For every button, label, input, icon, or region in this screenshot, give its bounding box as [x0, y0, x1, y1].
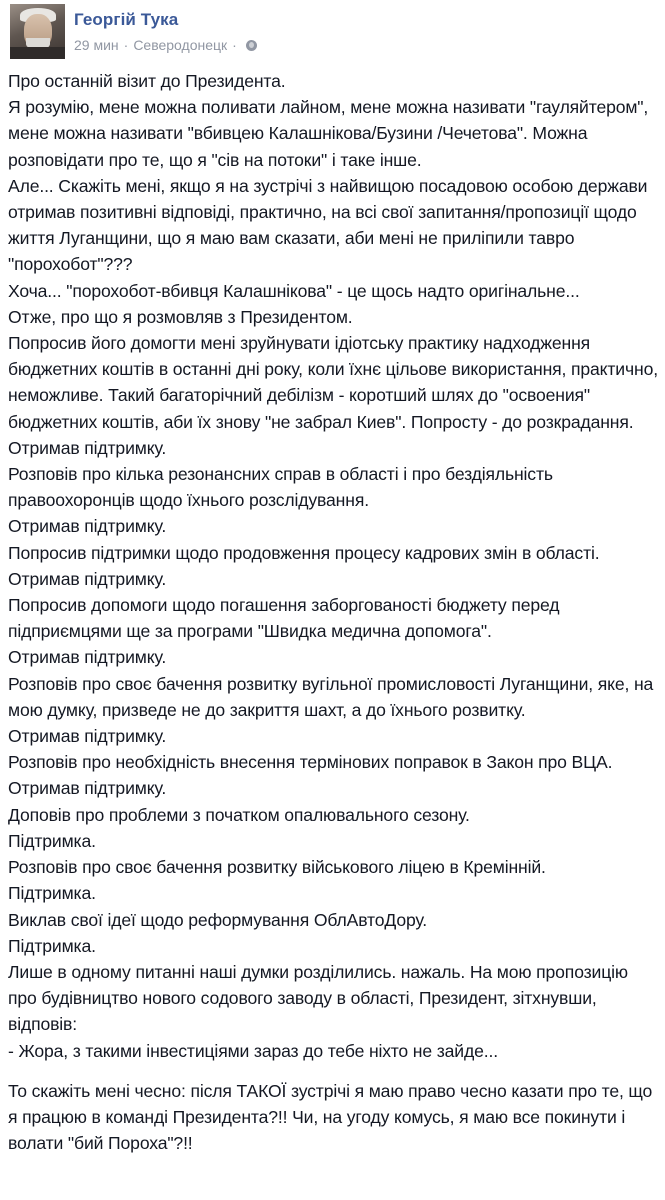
post-paragraph: Отримав підтримку.: [8, 726, 167, 747]
post-timestamp[interactable]: 29 мин: [74, 37, 119, 53]
globe-icon[interactable]: [246, 40, 257, 51]
post-paragraph: Отримав підтримку.: [8, 778, 167, 799]
post-paragraph: Отже, про що я розмовляв з Президентом.: [8, 306, 353, 327]
post-paragraph: Але... Скажіть мені, якщо я на зустрічі з найвищою посадовою особою держави отримав позитивні відповіді, практично, на всі свої запитання/пропозиції щодо життя Луганщини, що я маю вам сказати, аби мені не приліпили тавро "порохобот"???: [8, 175, 648, 275]
meta-separator: ·: [232, 37, 237, 53]
post-paragraph: Хоча... "порохобот-вбивця Калашнікова" - це щось надто оригінальне...: [8, 280, 580, 301]
post-paragraph: Виклав свої ідеї щодо реформування ОблАвтоДору.: [8, 909, 428, 930]
post-paragraph: Розповів про своє бачення розвитку вугільної промисловості Луганщини, яке, на мою думку, призведе не до закриття шахт, а до їхнього розвитку.: [8, 673, 654, 720]
post-paragraph: Попросив допомоги щодо погашення заборгованості бюджету перед підприємцями ще за програми "Швидка медична допомога".: [8, 595, 560, 642]
post-paragraph: Попросив його домогти мені зруйнувати ідіотську практику надходження бюджетних коштів в останні дні року, коли їхнє цільове використання, практично, неможливе. Такий багаторічний дебілізм - коротший шлях до "освоения" бюджетних коштів, аби їх знову "не забрал Киев". Попросту - до розкрадання.: [8, 333, 658, 432]
post-body: [8, 68, 660, 1156]
post-location[interactable]: Северодонецк: [133, 37, 228, 53]
author-avatar[interactable]: [10, 4, 65, 59]
post-paragraph: Я розумію, мене можна поливати лайном, мене можна називати "гауляйтером", мене можна називати "вбивцею Калашнікова/Бузини /Чечетова". Можна розповідати про те, що я "сів на потоки" і таке інше.: [8, 97, 649, 170]
avatar-shirt: [10, 47, 65, 59]
post-paragraph: Підтримка.: [8, 883, 96, 904]
post-paragraph: Про останній візит до Президента.: [8, 71, 286, 91]
post-paragraph: Отримав підтримку.: [8, 516, 167, 537]
author-name-link[interactable]: Георгій Тука: [74, 10, 179, 29]
post-meta: [74, 37, 257, 53]
post-paragraph: Отримав підтримку.: [8, 647, 167, 668]
post-paragraph: Підтримка.: [8, 935, 96, 956]
post-paragraph: Розповів про необхідність внесення термінових поправок в Закон про ВЦА.: [8, 752, 613, 773]
post-paragraph: Попросив підтримки щодо продовження процесу кадрових змін в області.: [8, 542, 600, 563]
post-paragraph: Доповів про проблеми з початком опалювального сезону.: [8, 804, 470, 825]
post-closing-paragraph: То скажіть мені чесно: після ТАКОЇ зустрічі я маю право чесно казати про те, що я працюю в команді Президента?!! Чи, на угоду комусь, я маю все покинути і волати "бий Пороха"?!!: [8, 1080, 653, 1154]
post-paragraph: Розповів про кілька резонансних справ в області і про бездіяльність правоохоронців щодо їхнього розслідування.: [8, 464, 553, 511]
post-paragraph: Підтримка.: [8, 830, 96, 851]
post-paragraph: Лише в одному питанні наші думки розділились. нажаль. На мою пропозицію про будівництво нового содового заводу в області, Президент, зітхнувши, відповів:: [8, 961, 628, 1035]
post-header: [10, 4, 650, 60]
post-paragraph: Отримав підтримку.: [8, 568, 167, 589]
meta-separator: ·: [123, 37, 129, 53]
post-paragraph: - Жора, з такими інвестиціями зараз до тебе ніхто не зайде...: [8, 1040, 498, 1061]
post-paragraph: Розповів про своє бачення розвитку військового ліцею в Кремінній.: [8, 857, 546, 878]
post-paragraph: Отримав підтримку.: [8, 437, 167, 458]
